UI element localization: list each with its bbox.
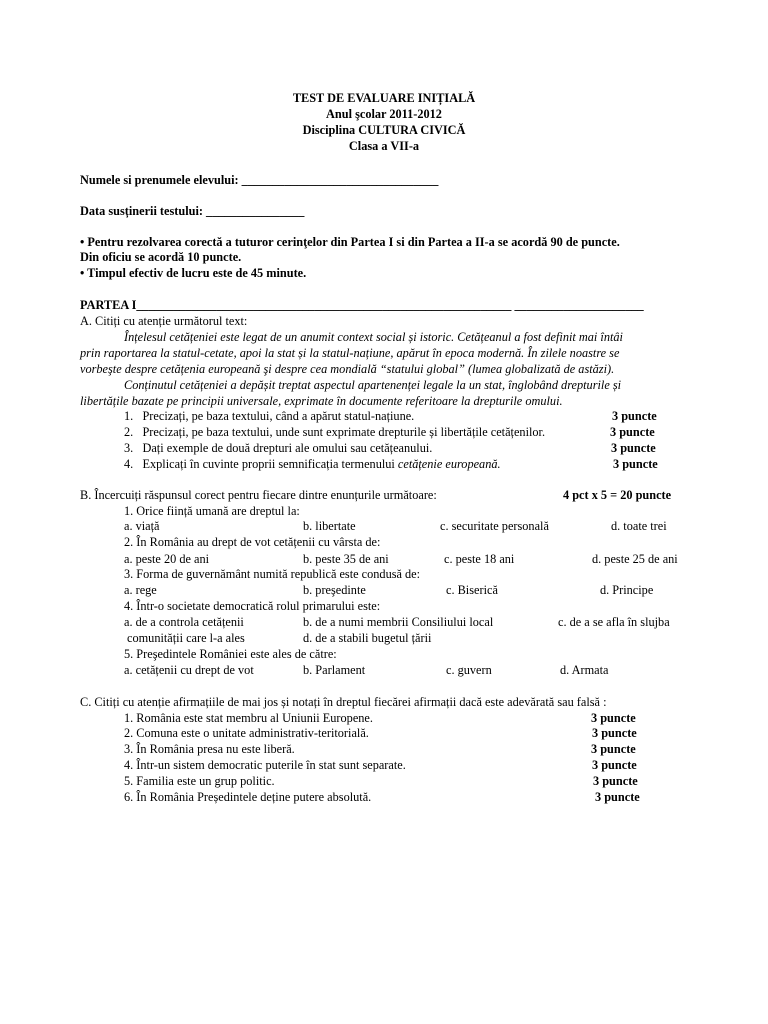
- c-statement: 3. În România presa nu este liberă.: [124, 742, 295, 756]
- document-header: [0, 90, 768, 154]
- question-points: 3 puncte: [611, 441, 656, 455]
- c-statement-points: 3 puncte: [591, 711, 636, 725]
- question-row: [124, 424, 545, 440]
- question-points: 3 puncte: [612, 409, 657, 423]
- b-q1-option-a: a. viață: [124, 519, 160, 533]
- c-statement-points: 3 puncte: [591, 742, 636, 756]
- b-q4-stem: 4. Într-o societate democratică rolul primarului este:: [124, 599, 381, 613]
- question-text: Explicați în cuvinte proprii semnificația termenului: [142, 457, 398, 471]
- b-q1-option-b: b. libertate: [303, 519, 356, 533]
- test-title: TEST DE EVALUARE INIȚIALĂ: [292, 91, 476, 105]
- b-q5-option-a: a. cetățenii cu drept de vot: [124, 663, 254, 677]
- question-text: Precizați, pe baza textului, unde sunt exprimate drepturile și libertățile cetățenilor.: [142, 425, 546, 439]
- b-q2-stem: 2. În România au drept de vot cetățenii cu vârsta de:: [124, 535, 381, 549]
- b-q1-option-d: d. toate trei: [611, 519, 667, 533]
- c-statement: 1. România este stat membru al Uniunii Europene.: [124, 711, 373, 725]
- text-line: Conținutul cetățeniei a depășit treptat aspectul apartenenței legale la un stat, înglobând drepturile și: [124, 378, 622, 392]
- question-row: [124, 456, 501, 472]
- c-statement: 2. Comuna este o unitate administrativ-teritorială.: [124, 726, 369, 740]
- b-q3-option-d: d. Principe: [600, 583, 654, 597]
- question-points: 3 puncte: [613, 457, 658, 471]
- b-q2-option-a: a. peste 20 de ani: [124, 552, 210, 566]
- question-number: 1.: [124, 409, 134, 423]
- b-q4-option-a: a. de a controla cetățenii: [124, 615, 244, 629]
- instruction-bonus: Din oficiu se acordă 10 puncte.: [80, 250, 242, 264]
- b-q1-option-c: c. securitate personală: [440, 519, 549, 533]
- b-q5-option-d: d. Armata: [560, 663, 609, 677]
- b-q4-option-d: d. de a stabili bugetul țării: [303, 631, 432, 645]
- b-q5-option-c: c. guvern: [446, 663, 492, 677]
- c-statement: 6. În România Președintele deține putere absolută.: [124, 790, 372, 804]
- text-line: libertățile bazate pe principii universale, exprimate în documente referitoare la drepturile omului.: [80, 394, 563, 408]
- instruction-points: • Pentru rezolvarea corectă a tuturor cerinţelor din Partea I si din Partea a II-a se acordă 90 de puncte.: [80, 235, 620, 249]
- b-q2-option-c: c. peste 18 ani: [444, 552, 515, 566]
- question-number: 2.: [124, 425, 134, 439]
- b-q4-option-c: c. de a se afla în slujba: [558, 615, 670, 629]
- section-a-intro: A. Citiți cu atenție următorul text:: [80, 314, 248, 328]
- b-q5-stem: 5. Preşedintele României este ales de către:: [124, 647, 337, 661]
- b-q4-option-c-cont: comunității care l-a ales: [127, 631, 245, 645]
- section-c-intro: C. Citiți cu atenție afirmațiile de mai jos și notați în dreptul fiecărei afirmații dacă este adevărată sau falsă :: [80, 695, 607, 709]
- b-q3-stem: 3. Forma de guvernământ numită republică este condusă de:: [124, 567, 421, 581]
- question-number: 4.: [124, 457, 134, 471]
- discipline: Disciplina CULTURA CIVICĂ: [302, 123, 466, 137]
- text-line: prin raportarea la statul-cetate, apoi la stat și la statul-națiune, apărut în epoca modernă. În zilele noastre se: [80, 346, 620, 360]
- question-number: 3.: [124, 441, 134, 455]
- question-term: cetățenie europeană.: [397, 457, 501, 471]
- class-level: Clasa a VII-a: [348, 139, 420, 153]
- b-q3-option-a: a. rege: [124, 583, 157, 597]
- instruction-time: • Timpul efectiv de lucru este de 45 minute.: [80, 266, 307, 280]
- b-q2-option-b: b. peste 35 de ani: [303, 552, 389, 566]
- question-points: 3 puncte: [610, 425, 655, 439]
- c-statement-points: 3 puncte: [595, 790, 640, 804]
- school-year: Anul şcolar 2011-2012: [326, 107, 442, 121]
- section-a-text: [80, 329, 690, 409]
- section-b-points: 4 pct x 5 = 20 puncte: [563, 488, 672, 502]
- question-text: Dați exemple de două drepturi ale omului sau cetățeanului.: [142, 441, 433, 455]
- question-text: Precizați, pe baza textului, când a apărut statul-națiune.: [142, 409, 415, 423]
- question-row: [124, 408, 414, 424]
- section-b-intro: B. Încercuiți răspunsul corect pentru fiecare dintre enunțurile următoare:: [80, 488, 437, 502]
- b-q5-option-b: b. Parlament: [303, 663, 366, 677]
- b-q3-option-c: c. Biserică: [446, 583, 498, 597]
- b-q1-stem: 1. Orice ființă umană are dreptul la:: [124, 504, 300, 518]
- test-date-line: Data susținerii testului: ________________: [80, 204, 305, 218]
- b-q2-option-d: d. peste 25 de ani: [592, 552, 678, 566]
- c-statement-points: 3 puncte: [592, 726, 637, 740]
- text-line: vorbeşte despre cetățenia europeană şi despre cea mondială “statului global” (lumea globalizată de astăzi).: [80, 362, 615, 376]
- part1-heading: PARTEA I_____________________________________________________________ _____________________: [80, 298, 644, 312]
- c-statement-points: 3 puncte: [593, 774, 638, 788]
- text-line: Înțelesul cetățeniei este legat de un anumit context social și istoric. Cetățeanul a fost definit mai întâi: [124, 330, 623, 344]
- student-name-line: Numele si prenumele elevului: ________________________________: [80, 173, 439, 187]
- c-statement-points: 3 puncte: [592, 758, 637, 772]
- b-q4-option-b: b. de a numi membrii Consiliului local: [303, 615, 494, 629]
- question-row: [124, 440, 432, 456]
- c-statement: 4. Într-un sistem democratic puterile în stat sunt separate.: [124, 758, 406, 772]
- b-q3-option-b: b. preşedinte: [303, 583, 366, 597]
- c-statement: 5. Familia este un grup politic.: [124, 774, 275, 788]
